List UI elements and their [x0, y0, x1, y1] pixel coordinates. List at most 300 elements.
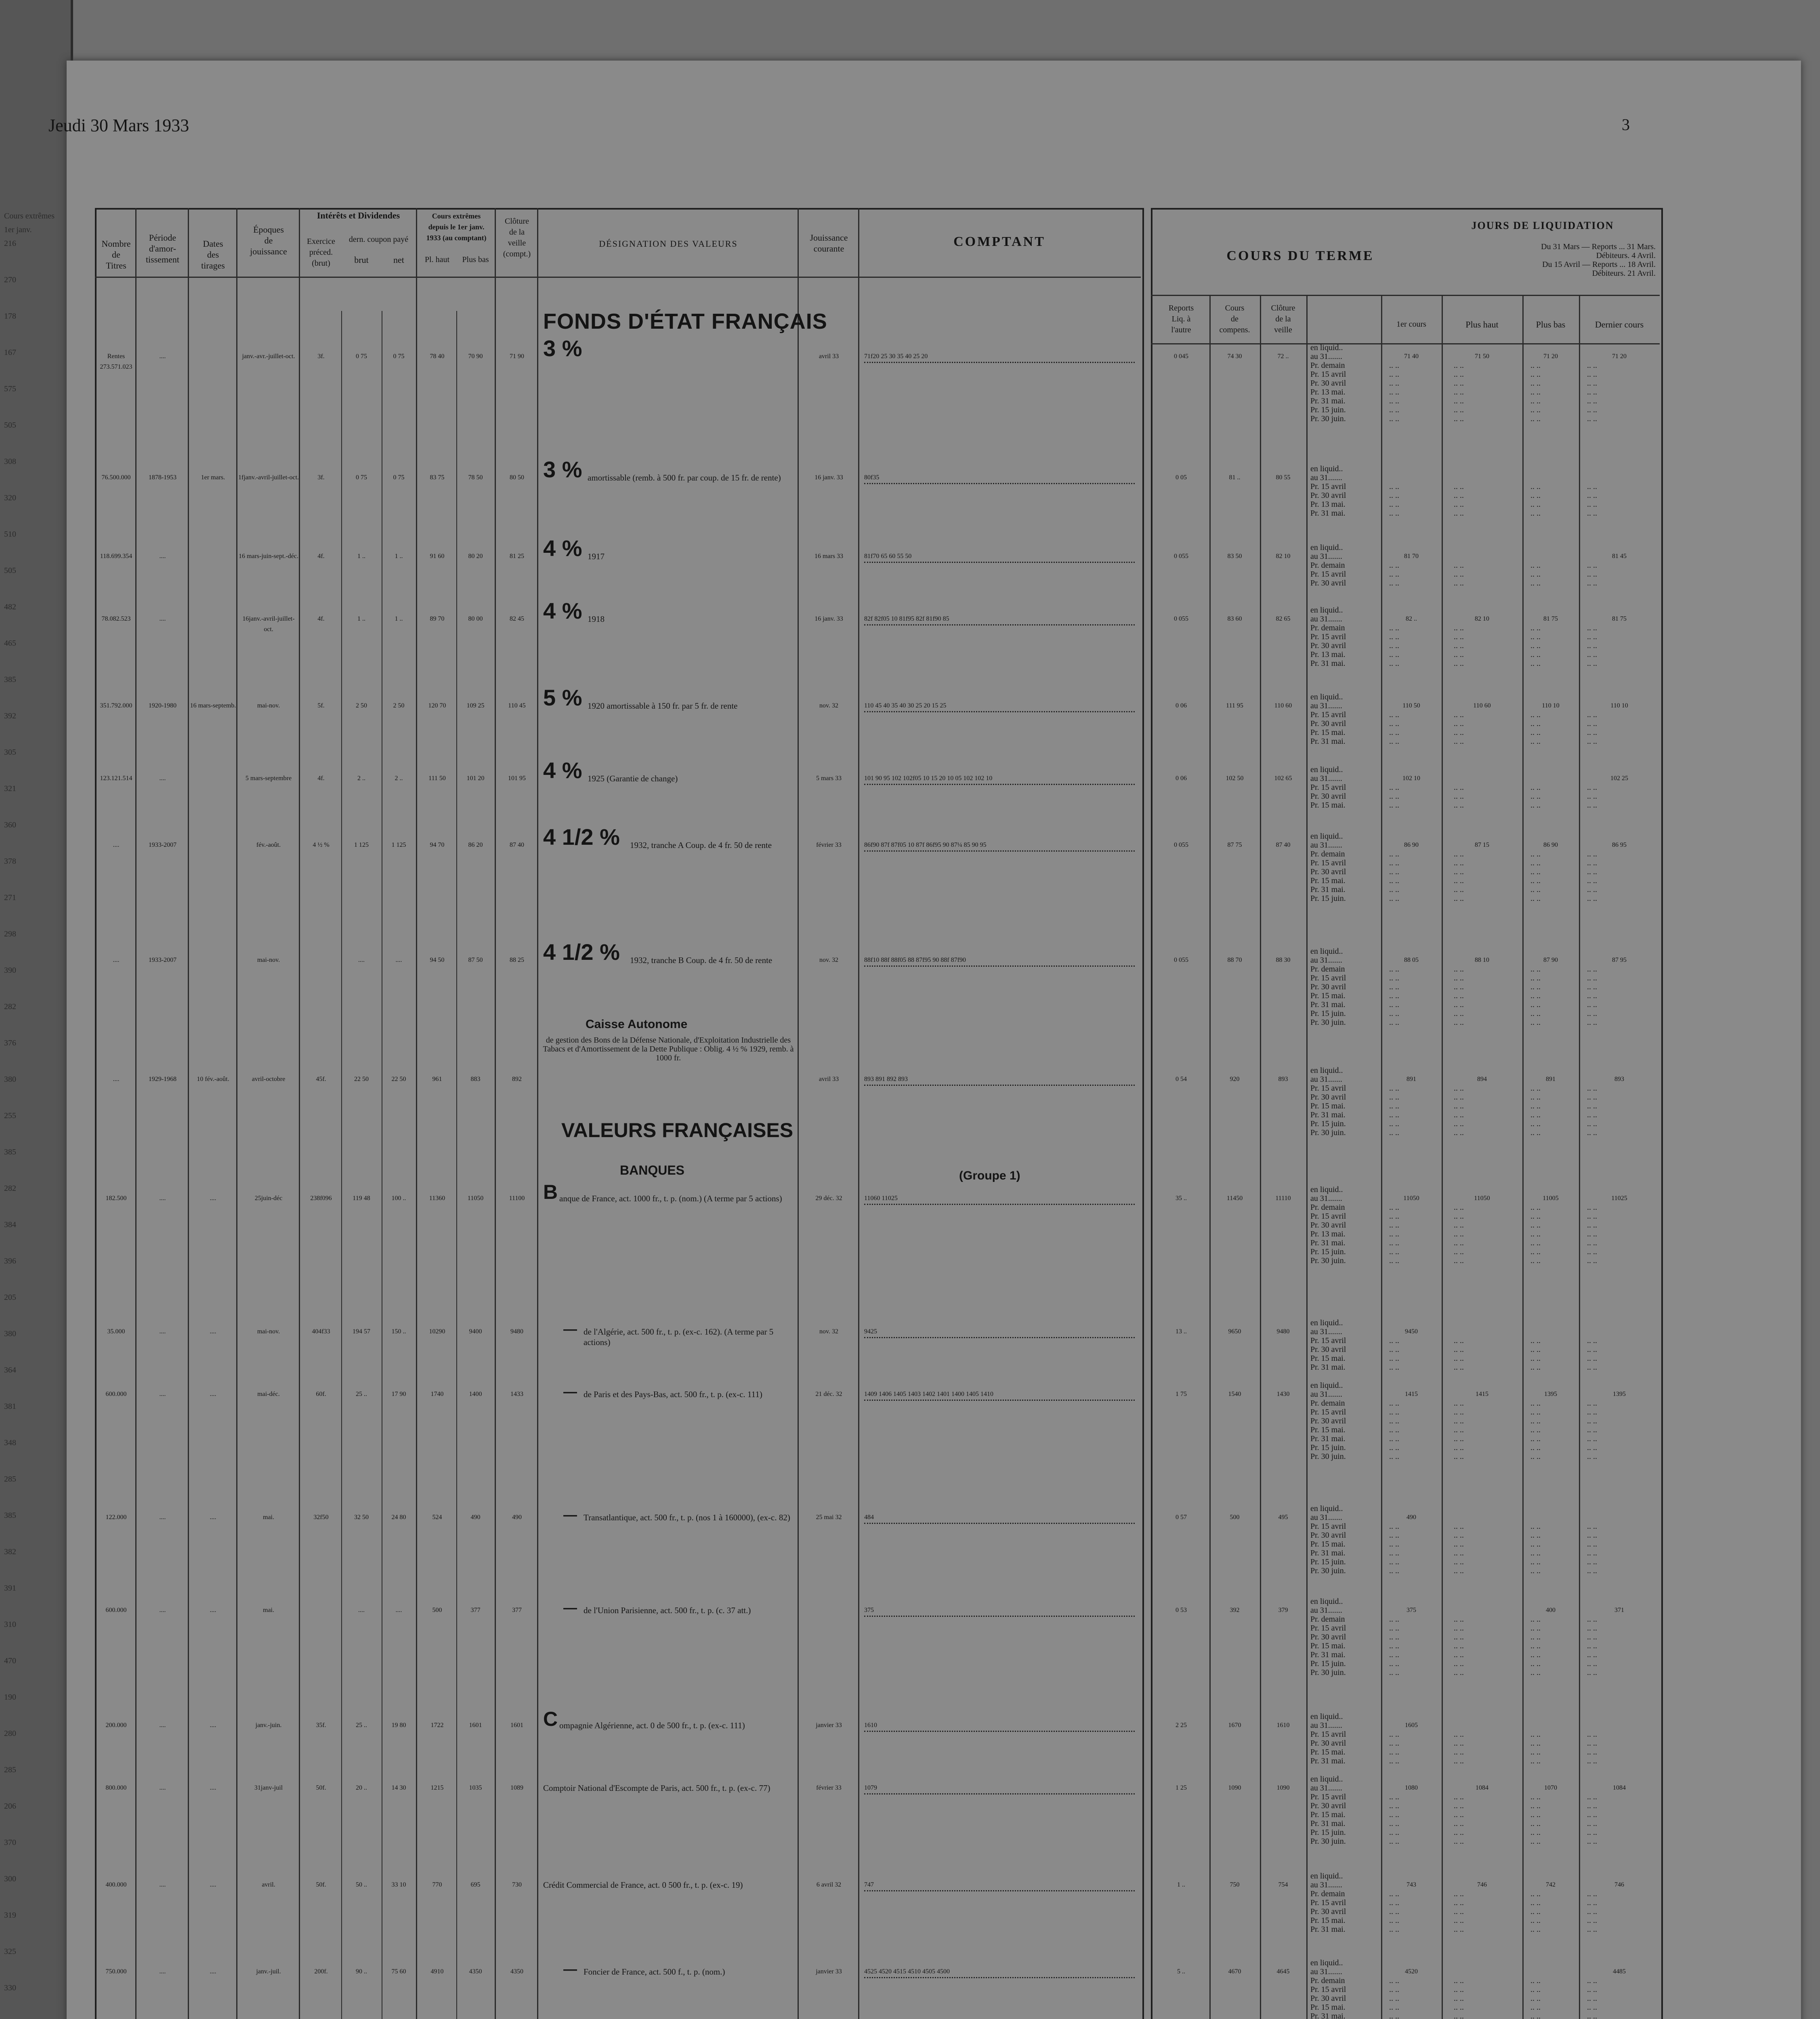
- liquidation-term: au 31.......: [1310, 1784, 1342, 1792]
- cell-net: 1 ..: [395, 615, 403, 622]
- cell-dernier: 11025: [1611, 1195, 1627, 1202]
- cell-dates: ....: [210, 1722, 216, 1729]
- cell-comptant: 11060 11025: [864, 1193, 1135, 1205]
- liquidation-term: Pr. 15 juin.: [1310, 1247, 1346, 1256]
- header-interets: Intérêts et Dividendes: [317, 210, 400, 220]
- liquidation-term: Pr. 31 mai.: [1310, 737, 1346, 746]
- spine-number: 360: [4, 821, 16, 829]
- liquidation-term: Pr. 31 mai.: [1310, 1238, 1346, 1247]
- cell-veille: 892: [512, 1076, 522, 1083]
- cell-dernier: 110 10: [1610, 702, 1628, 709]
- cell-jouiss: nov. 32: [819, 702, 838, 709]
- liquidation-terms: [1310, 765, 1379, 810]
- cell-reports: 0 055: [1174, 842, 1188, 848]
- cell-nombre: 800.000: [105, 1784, 127, 1791]
- liquidation-term: en liquid..: [1310, 1775, 1343, 1784]
- spine-number: 390: [4, 966, 16, 975]
- cell-epoques: 25juin-déc: [254, 1195, 283, 1202]
- terme-placeholder-dots: .. .. .. .. .. .. .. .. .. .. .. .. .. ..: [1454, 1615, 1464, 1677]
- cell-exercice: 35f.: [316, 1722, 326, 1729]
- cell-epoques: mai-nov.: [257, 702, 280, 709]
- cell-dates: ....: [210, 1514, 216, 1521]
- cell-jouiss: 5 mars 33: [816, 775, 842, 782]
- page-number: 3: [1622, 115, 1630, 134]
- liquidation-term: au 31.......: [1310, 1606, 1342, 1615]
- cell-net: 2 ..: [395, 775, 403, 782]
- terme-placeholder-dots: .. .. .. .. .. .. .. .. .. .. .. .. .. ..: [1454, 1203, 1464, 1265]
- jours-line: Du 15 Avril — Reports ... 18 Avril.: [1542, 260, 1656, 269]
- column-rule: [341, 311, 342, 2019]
- designation-rate: C: [543, 1708, 558, 1730]
- header-cours-extremes: Cours extrêmes depuis le 1er janv. 1933 (au comptant): [426, 212, 487, 242]
- liquidation-term: Pr. 15 mai.: [1310, 728, 1346, 737]
- cell-compens: 500: [1230, 1514, 1240, 1521]
- terme-placeholder-dots: .. .. .. .. .. .. .. .. .. ..: [1530, 1976, 1541, 2019]
- cell-haut: 120 70: [428, 702, 446, 709]
- header-cours-du-terme: COURS DU TERME: [1226, 248, 1374, 263]
- cell-brut: 32 50: [354, 1514, 369, 1521]
- liquidation-term: Pr. 15 mai.: [1310, 801, 1346, 810]
- column-rule: [299, 208, 300, 2019]
- terme-placeholder-dots: .. .. .. .. .. .. .. .. .. .. .. .. .. ..: [1587, 1615, 1597, 1677]
- cell-brut: 1 ..: [357, 615, 365, 622]
- cell-exercice: 45f.: [316, 1076, 326, 1083]
- liquidation-term: Pr. 15 juin.: [1310, 894, 1346, 903]
- liquidation-term: au 31.......: [1310, 1967, 1342, 1976]
- cell-clot: 82 10: [1276, 553, 1291, 560]
- cell-comptant: 71f20 25 30 35 40 25 20: [864, 351, 1135, 363]
- cell-veille: 1433: [510, 1391, 523, 1398]
- cell-brut: 119 48: [353, 1195, 370, 1202]
- spine-number: 298: [4, 930, 16, 938]
- liquidation-term: en liquid..: [1310, 947, 1343, 956]
- cell-clot: 80 55: [1276, 474, 1291, 481]
- cell-nombre: 600.000: [105, 1607, 127, 1614]
- cell-net: 17 90: [391, 1391, 406, 1398]
- cell-periode: ....: [159, 353, 166, 360]
- liquidation-term: en liquid..: [1310, 1958, 1343, 1967]
- cell-pbas: 742: [1546, 1881, 1556, 1888]
- cell-exercice: 3f.: [317, 474, 325, 481]
- cell-net: 75 60: [391, 1968, 406, 1975]
- cell-dernier: 371: [1614, 1607, 1624, 1614]
- cell-bas: 1400: [469, 1391, 482, 1398]
- header-premier-cours: 1er cours: [1396, 320, 1426, 329]
- spine-number: Cours extrêmes: [4, 212, 55, 220]
- liquidation-term: au 31.......: [1310, 473, 1342, 482]
- cell-phaut: 746: [1477, 1881, 1487, 1888]
- cell-dates: 16 mars-septemb.: [190, 702, 236, 709]
- cell-net: 0 75: [393, 474, 405, 481]
- column-rule: [537, 208, 538, 2019]
- cell-brut: 20 ..: [356, 1784, 367, 1791]
- cell-dates: ....: [210, 1784, 216, 1791]
- cell-veille: 11100: [509, 1195, 525, 1202]
- cell-phaut: 71 50: [1475, 353, 1489, 360]
- terme-placeholder-dots: .. .. .. .. .. .. .. ..: [1530, 1336, 1541, 1372]
- cell-exercice: 4f.: [317, 615, 325, 622]
- cell-epoques: mai-nov.: [257, 1328, 280, 1335]
- terme-placeholder-dots: .. .. .. .. .. .. .. .. .. .. .. .. .. ..: [1389, 1203, 1399, 1265]
- liquidation-term: en liquid..: [1310, 464, 1343, 473]
- cell-bas: 101 20: [466, 775, 485, 782]
- liquidation-term: Pr. 31 mai.: [1310, 885, 1346, 894]
- cell-brut: ....: [358, 957, 365, 963]
- terme-placeholder-dots: .. .. .. .. .. .. .. .. .. ..: [1389, 1889, 1399, 1934]
- liquidation-term: au 31.......: [1310, 1880, 1342, 1889]
- cell-exercice: 3f.: [317, 353, 325, 360]
- cell-net: 150 ..: [391, 1328, 406, 1335]
- terme-placeholder-dots: .. .. .. .. .. .. .. ..: [1454, 482, 1464, 518]
- cell-pbas: 71 20: [1543, 353, 1558, 360]
- liquidation-term: au 31.......: [1310, 1513, 1342, 1522]
- cell-haut: 1740: [430, 1391, 444, 1398]
- liquidation-terms: [1310, 1504, 1379, 1575]
- spine-number: 305: [4, 748, 16, 757]
- cell-reports: 1 75: [1176, 1391, 1187, 1398]
- liquidation-term: Pr. 15 mai.: [1310, 876, 1346, 885]
- cell-net: 2 50: [393, 702, 405, 709]
- cell-exercice: 238f096: [310, 1195, 332, 1202]
- liquidation-term: Pr. 31 mai.: [1310, 397, 1346, 405]
- liquidation-term: Pr. 30 juin.: [1310, 1256, 1346, 1265]
- header-net: net: [393, 255, 404, 265]
- column-rule: [495, 208, 496, 2019]
- cell-nombre: ....: [113, 957, 120, 963]
- cell-comptant: 80f35: [864, 472, 1135, 484]
- liquidation-term: Pr. 31 mai.: [1310, 1549, 1346, 1557]
- terme-placeholder-dots: .. .. .. .. .. .. .. .. .. .. .. ..: [1530, 1084, 1541, 1137]
- liquidation-term: Pr. 13 mai.: [1310, 1230, 1346, 1238]
- cell-veille: 87 40: [510, 842, 524, 848]
- liquidation-term: Pr. 31 mai.: [1310, 1110, 1346, 1119]
- liquidation-terms: [1310, 1872, 1379, 1934]
- liquidation-terms: [1310, 343, 1379, 423]
- liquidation-term: Pr. 13 mai.: [1310, 500, 1346, 509]
- cell-premier: 490: [1406, 1514, 1416, 1521]
- cell-jouiss: janvier 33: [816, 1968, 842, 1975]
- cell-clot: 110 60: [1274, 702, 1292, 709]
- cell-comptant: 375: [864, 1605, 1135, 1617]
- liquidation-term: en liquid..: [1310, 832, 1343, 841]
- spine-number: 325: [4, 1947, 16, 1956]
- spine-number: 384: [4, 1220, 16, 1229]
- cell-compens: 102 50: [1226, 775, 1244, 782]
- spine-number: 575: [4, 384, 16, 393]
- spine-number: 308: [4, 457, 16, 466]
- designation-text: 1920 amortissable à 150 fr. par 5 fr. de rente: [588, 701, 738, 711]
- terme-placeholder-dots: .. .. .. .. .. .. .. .. .. .. .. .. .. ..: [1530, 1399, 1541, 1461]
- liquidation-terms: [1310, 1712, 1379, 1765]
- cell-bas: 87 50: [468, 957, 483, 963]
- cell-brut: 90 ..: [356, 1968, 367, 1975]
- column-rule: [1522, 295, 1524, 2019]
- cell-periode: 1933-2007: [148, 957, 177, 963]
- cell-jouiss: 21 déc. 32: [815, 1391, 842, 1398]
- cell-reports: 0 57: [1176, 1514, 1187, 1521]
- cell-reports: 0 055: [1174, 553, 1188, 560]
- cell-compens: 1670: [1228, 1722, 1241, 1729]
- liquidation-term: Pr. 30 juin.: [1310, 1837, 1346, 1846]
- cell-dates: ....: [210, 1391, 216, 1398]
- header-dernier-cours: Dernier cours: [1595, 319, 1644, 330]
- terme-placeholder-dots: .. .. .. .. .. .. .. .. .. .. .. ..: [1389, 1522, 1399, 1575]
- terme-placeholder-dots: .. .. .. .. .. .. .. .. .. .. .. .. .. ..: [1587, 1203, 1597, 1265]
- liquidation-term: Pr. 15 avril: [1310, 1336, 1346, 1345]
- terme-placeholder-dots: .. .. .. .. .. .. .. .. .. .. .. ..: [1389, 1084, 1399, 1137]
- cell-premier: 11050: [1403, 1195, 1419, 1202]
- liquidation-term: Pr. 15 avril: [1310, 1084, 1346, 1093]
- book-spine: [0, 0, 73, 2019]
- terme-placeholder-dots: .. .. .. .. .. .. .. .. .. ..: [1454, 1976, 1464, 2019]
- header-dates: Dates des tirages: [201, 239, 225, 271]
- cell-net: 19 80: [391, 1722, 406, 1729]
- cell-clot: 4645: [1276, 1968, 1290, 1975]
- cell-exercice: 50f.: [316, 1881, 326, 1888]
- cell-clot: 72 ..: [1277, 353, 1289, 360]
- terme-placeholder-dots: .. .. .. .. .. .. .. .. .. ..: [1587, 623, 1597, 668]
- cell-veille: 110 45: [508, 702, 526, 709]
- cell-haut: 78 40: [430, 353, 445, 360]
- cell-epoques: janv.-juil.: [256, 1968, 281, 1975]
- cell-comptant: 86f90 87f 87f05 10 87f 86f95 90 87¼ 85 90 95: [864, 840, 1135, 852]
- cell-premier: 4520: [1405, 1968, 1418, 1975]
- cell-comptant: 1610: [864, 1720, 1135, 1732]
- cell-bas: 70 90: [468, 353, 483, 360]
- designation-rate: —: [563, 1384, 577, 1400]
- cell-haut: 94 50: [430, 957, 445, 963]
- cell-premier: 102 10: [1402, 775, 1420, 782]
- cell-pbas: 86 90: [1543, 842, 1558, 848]
- designation-rate: 4 %: [543, 535, 582, 561]
- liquidation-term: Pr. 15 juin.: [1310, 1443, 1346, 1452]
- cell-reports: 0 54: [1176, 1076, 1187, 1083]
- cell-phaut: 1415: [1476, 1391, 1488, 1398]
- cell-brut: 0 75: [356, 353, 367, 360]
- liquidation-term: Pr. 13 mai.: [1310, 650, 1346, 659]
- liquidation-term: Pr. 15 juin.: [1310, 1659, 1346, 1668]
- cell-epoques: mai-nov.: [257, 957, 280, 963]
- cell-net: 24 80: [391, 1514, 406, 1521]
- cell-nombre: 123.121.514: [100, 775, 132, 782]
- column-rule: [858, 208, 859, 2019]
- designation-rate: 3 %: [543, 336, 582, 361]
- cell-bas: 11050: [467, 1195, 484, 1202]
- liquidation-term: Pr. 15 mai.: [1310, 991, 1346, 1000]
- liquidation-terms: [1310, 1775, 1379, 1846]
- spine-number: 319: [4, 1911, 16, 1920]
- liquidation-term: au 31.......: [1310, 1327, 1342, 1336]
- liquidation-term: Pr. 30 avril: [1310, 1093, 1346, 1102]
- cell-reports: 0 53: [1176, 1607, 1187, 1614]
- cell-reports: 1 ..: [1177, 1881, 1185, 1888]
- designation-text: anque de France, act. 1000 fr., t. p. (nom.) (A terme par 5 actions): [559, 1194, 782, 1203]
- cell-nombre: ....: [113, 1076, 120, 1083]
- header-reports: Reports Liq. à l'autre: [1168, 304, 1194, 334]
- column-rule: [1306, 295, 1308, 2019]
- cell-reports: 2 25: [1176, 1722, 1187, 1729]
- cell-dernier: 86 95: [1612, 842, 1627, 848]
- header-jouissance: Jouissance courante: [810, 233, 848, 254]
- designation-rate: 3 %: [543, 457, 582, 482]
- jours-line: Débiteurs. 4 Avril.: [1596, 251, 1656, 260]
- cell-compens: 1540: [1228, 1391, 1241, 1398]
- cell-haut: 4910: [430, 1968, 444, 1975]
- cell-premier: 1415: [1405, 1391, 1418, 1398]
- cell-net: ....: [395, 1607, 402, 1614]
- cell-bas: 695: [470, 1881, 481, 1888]
- terme-placeholder-dots: .. .. .. .. .. .. .. .. .. ..: [1454, 623, 1464, 668]
- cell-epoques: janv.-avr.-juillet-oct.: [242, 353, 295, 360]
- cell-veille: 101 95: [508, 775, 526, 782]
- cell-periode: ....: [159, 1722, 166, 1729]
- liquidation-terms: [1310, 947, 1379, 1027]
- cell-jouiss: 16 mars 33: [814, 553, 844, 560]
- spine-number: 396: [4, 1257, 16, 1266]
- cell-compens: 87 75: [1227, 842, 1242, 848]
- header-rule: [1151, 295, 1660, 296]
- designation-text: de l'Union Parisienne, act. 500 fr., t. p. (c. 37 att.): [584, 1606, 751, 1615]
- terme-placeholder-dots: .. .. .. .. .. .. .. ..: [1454, 1730, 1464, 1765]
- cell-dernier: 81 45: [1612, 553, 1627, 560]
- terme-placeholder-dots: .. .. .. .. .. .. .. .. .. .. .. ..: [1530, 1792, 1541, 1846]
- designation-rate: 4 1/2 %: [543, 824, 620, 850]
- cell-jouiss: avril 33: [819, 1076, 839, 1083]
- cell-clot: 1090: [1276, 1784, 1290, 1791]
- cell-clot: 88 30: [1276, 957, 1291, 963]
- cell-dernier: 893: [1614, 1076, 1624, 1083]
- liquidation-term: Pr. demain: [1310, 623, 1345, 632]
- cell-exercice: 4f.: [317, 553, 325, 560]
- cell-veille: 4350: [510, 1968, 523, 1975]
- spine-number: 392: [4, 711, 16, 720]
- column-rule: [236, 208, 237, 2019]
- terme-placeholder-dots: .. .. .. .. .. .. .. .. .. .. .. .. .. ..: [1530, 361, 1541, 423]
- cell-premier: 82 ..: [1406, 615, 1417, 622]
- liquidation-term: Pr. 15 avril: [1310, 710, 1346, 719]
- cell-reports: 0 045: [1174, 353, 1188, 360]
- cell-pbas: 891: [1546, 1076, 1556, 1083]
- liquidation-term: Pr. 30 avril: [1310, 982, 1346, 991]
- cell-exercice: 4f.: [317, 775, 325, 782]
- cell-jouiss: 6 avril 32: [816, 1881, 842, 1888]
- cell-premier: 71 40: [1404, 353, 1419, 360]
- cell-epoques: janv.-juin.: [255, 1722, 282, 1729]
- cell-brut: 2 50: [356, 702, 367, 709]
- liquidation-term: Pr. 30 avril: [1310, 491, 1346, 500]
- liquidation-term: Pr. 15 mai.: [1310, 1748, 1346, 1757]
- cell-periode: ....: [159, 1784, 166, 1791]
- cell-clot: 754: [1278, 1881, 1288, 1888]
- liquidation-term: Pr. 31 mai.: [1310, 1434, 1346, 1443]
- spine-number: 178: [4, 312, 16, 321]
- liquidation-term: Pr. 15 avril: [1310, 1522, 1346, 1531]
- cell-net: 33 10: [391, 1881, 406, 1888]
- liquidation-term: Pr. 15 juin.: [1310, 1119, 1346, 1128]
- cell-compens: 74 30: [1227, 353, 1242, 360]
- spine-number: 1er janv.: [4, 225, 32, 234]
- cell-jouiss: février 33: [816, 842, 842, 848]
- header-plus-bas-terme: Plus bas: [1536, 319, 1566, 330]
- cell-comptant: 1079: [864, 1783, 1135, 1794]
- cell-clot: 379: [1278, 1607, 1288, 1614]
- terme-placeholder-dots: .. .. .. .. .. .. .. .. .. .. .. .. .. ..: [1454, 361, 1464, 423]
- liquidation-term: Pr. 15 avril: [1310, 1408, 1346, 1417]
- cell-periode: 1933-2007: [148, 842, 177, 848]
- terme-placeholder-dots: .. .. .. .. .. .. .. ..: [1587, 710, 1597, 746]
- liquidation-term: en liquid..: [1310, 1381, 1343, 1390]
- cell-epoques: 16 mars-juin-sept.-déc.: [239, 553, 298, 560]
- cell-bas: 883: [470, 1076, 481, 1083]
- spine-number: 216: [4, 239, 16, 248]
- cell-jouiss: janvier 33: [816, 1722, 842, 1729]
- cell-reports: 1 25: [1176, 1784, 1187, 1791]
- column-rule: [456, 311, 457, 2019]
- liquidation-term: Pr. 15 mai.: [1310, 1102, 1346, 1110]
- header-plus-bas: Plus bas: [462, 255, 489, 264]
- cell-haut: 10290: [429, 1328, 445, 1335]
- designation-rate: 5 %: [543, 685, 582, 710]
- cell-bas: 1601: [469, 1722, 482, 1729]
- spine-number: 255: [4, 1111, 16, 1120]
- designation-text: Foncier de France, act. 500 f., t. p. (nom.): [584, 1967, 725, 1977]
- cell-veille: 1089: [510, 1784, 523, 1791]
- cell-brut: 25 ..: [356, 1391, 367, 1398]
- designation-text: Transatlantique, act. 500 fr., t. p. (nos 1 à 160000), (ex-c. 82): [584, 1513, 790, 1522]
- cell-jouiss: 16 janv. 33: [814, 615, 843, 622]
- liquidation-term: Pr. 30 avril: [1310, 379, 1346, 388]
- cell-nombre: 750.000: [105, 1968, 127, 1975]
- cell-compens: 1090: [1228, 1784, 1241, 1791]
- cell-veille: 1601: [510, 1722, 523, 1729]
- liquidation-term: Pr. 15 mai.: [1310, 2003, 1346, 2012]
- spine-number: 380: [4, 1329, 16, 1338]
- cell-comptant: 9425: [864, 1326, 1135, 1338]
- cell-clot: 102 65: [1274, 775, 1292, 782]
- cell-bas: 4350: [469, 1968, 482, 1975]
- spine-number: 385: [4, 1148, 16, 1156]
- cell-reports: 13 ..: [1176, 1328, 1187, 1335]
- terme-placeholder-dots: .. .. .. .. .. .. .. .. .. .. .. .. .. ..: [1389, 965, 1399, 1027]
- terme-placeholder-dots: .. .. .. .. .. .. .. ..: [1587, 1730, 1597, 1765]
- cell-comptant: 110 45 40 35 40 30 25 20 15 25: [864, 701, 1135, 712]
- spine-number: 285: [4, 1765, 16, 1774]
- liquidation-term: en liquid..: [1310, 1712, 1343, 1721]
- header-plus-haut: Plus haut: [1465, 319, 1499, 330]
- liquidation-term: Pr. 30 avril: [1310, 1801, 1346, 1810]
- cell-dernier: 81 75: [1612, 615, 1627, 622]
- liquidation-term: Pr. 15 avril: [1310, 1985, 1346, 1994]
- terme-placeholder-dots: .. .. .. .. .. .. .. ..: [1454, 1336, 1464, 1372]
- cell-compens: 9650: [1228, 1328, 1241, 1335]
- terme-placeholder-dots: .. .. .. .. .. .. .. .. .. ..: [1587, 1889, 1597, 1934]
- cell-exercice: 60f.: [316, 1391, 326, 1398]
- cell-veille: 490: [512, 1514, 522, 1521]
- header-jours-liquidation: JOURS DE LIQUIDATION: [1471, 220, 1614, 231]
- cell-periode: ....: [159, 1514, 166, 1521]
- spine-number: 282: [4, 1002, 16, 1011]
- liquidation-term: en liquid..: [1310, 765, 1343, 774]
- header-designation: DÉSIGNATION DES VALEURS: [599, 239, 738, 249]
- header-brut: brut: [354, 255, 369, 265]
- cell-dates: ....: [210, 1607, 216, 1614]
- cell-nombre: 76.500.000: [101, 474, 131, 481]
- liquidation-term: Pr. 15 avril: [1310, 370, 1346, 379]
- cell-epoques: fév.-août.: [256, 842, 281, 848]
- cell-premier: 375: [1406, 1607, 1416, 1614]
- cell-reports: 0 06: [1176, 775, 1187, 782]
- groupe-label: (Groupe 1): [959, 1169, 1020, 1182]
